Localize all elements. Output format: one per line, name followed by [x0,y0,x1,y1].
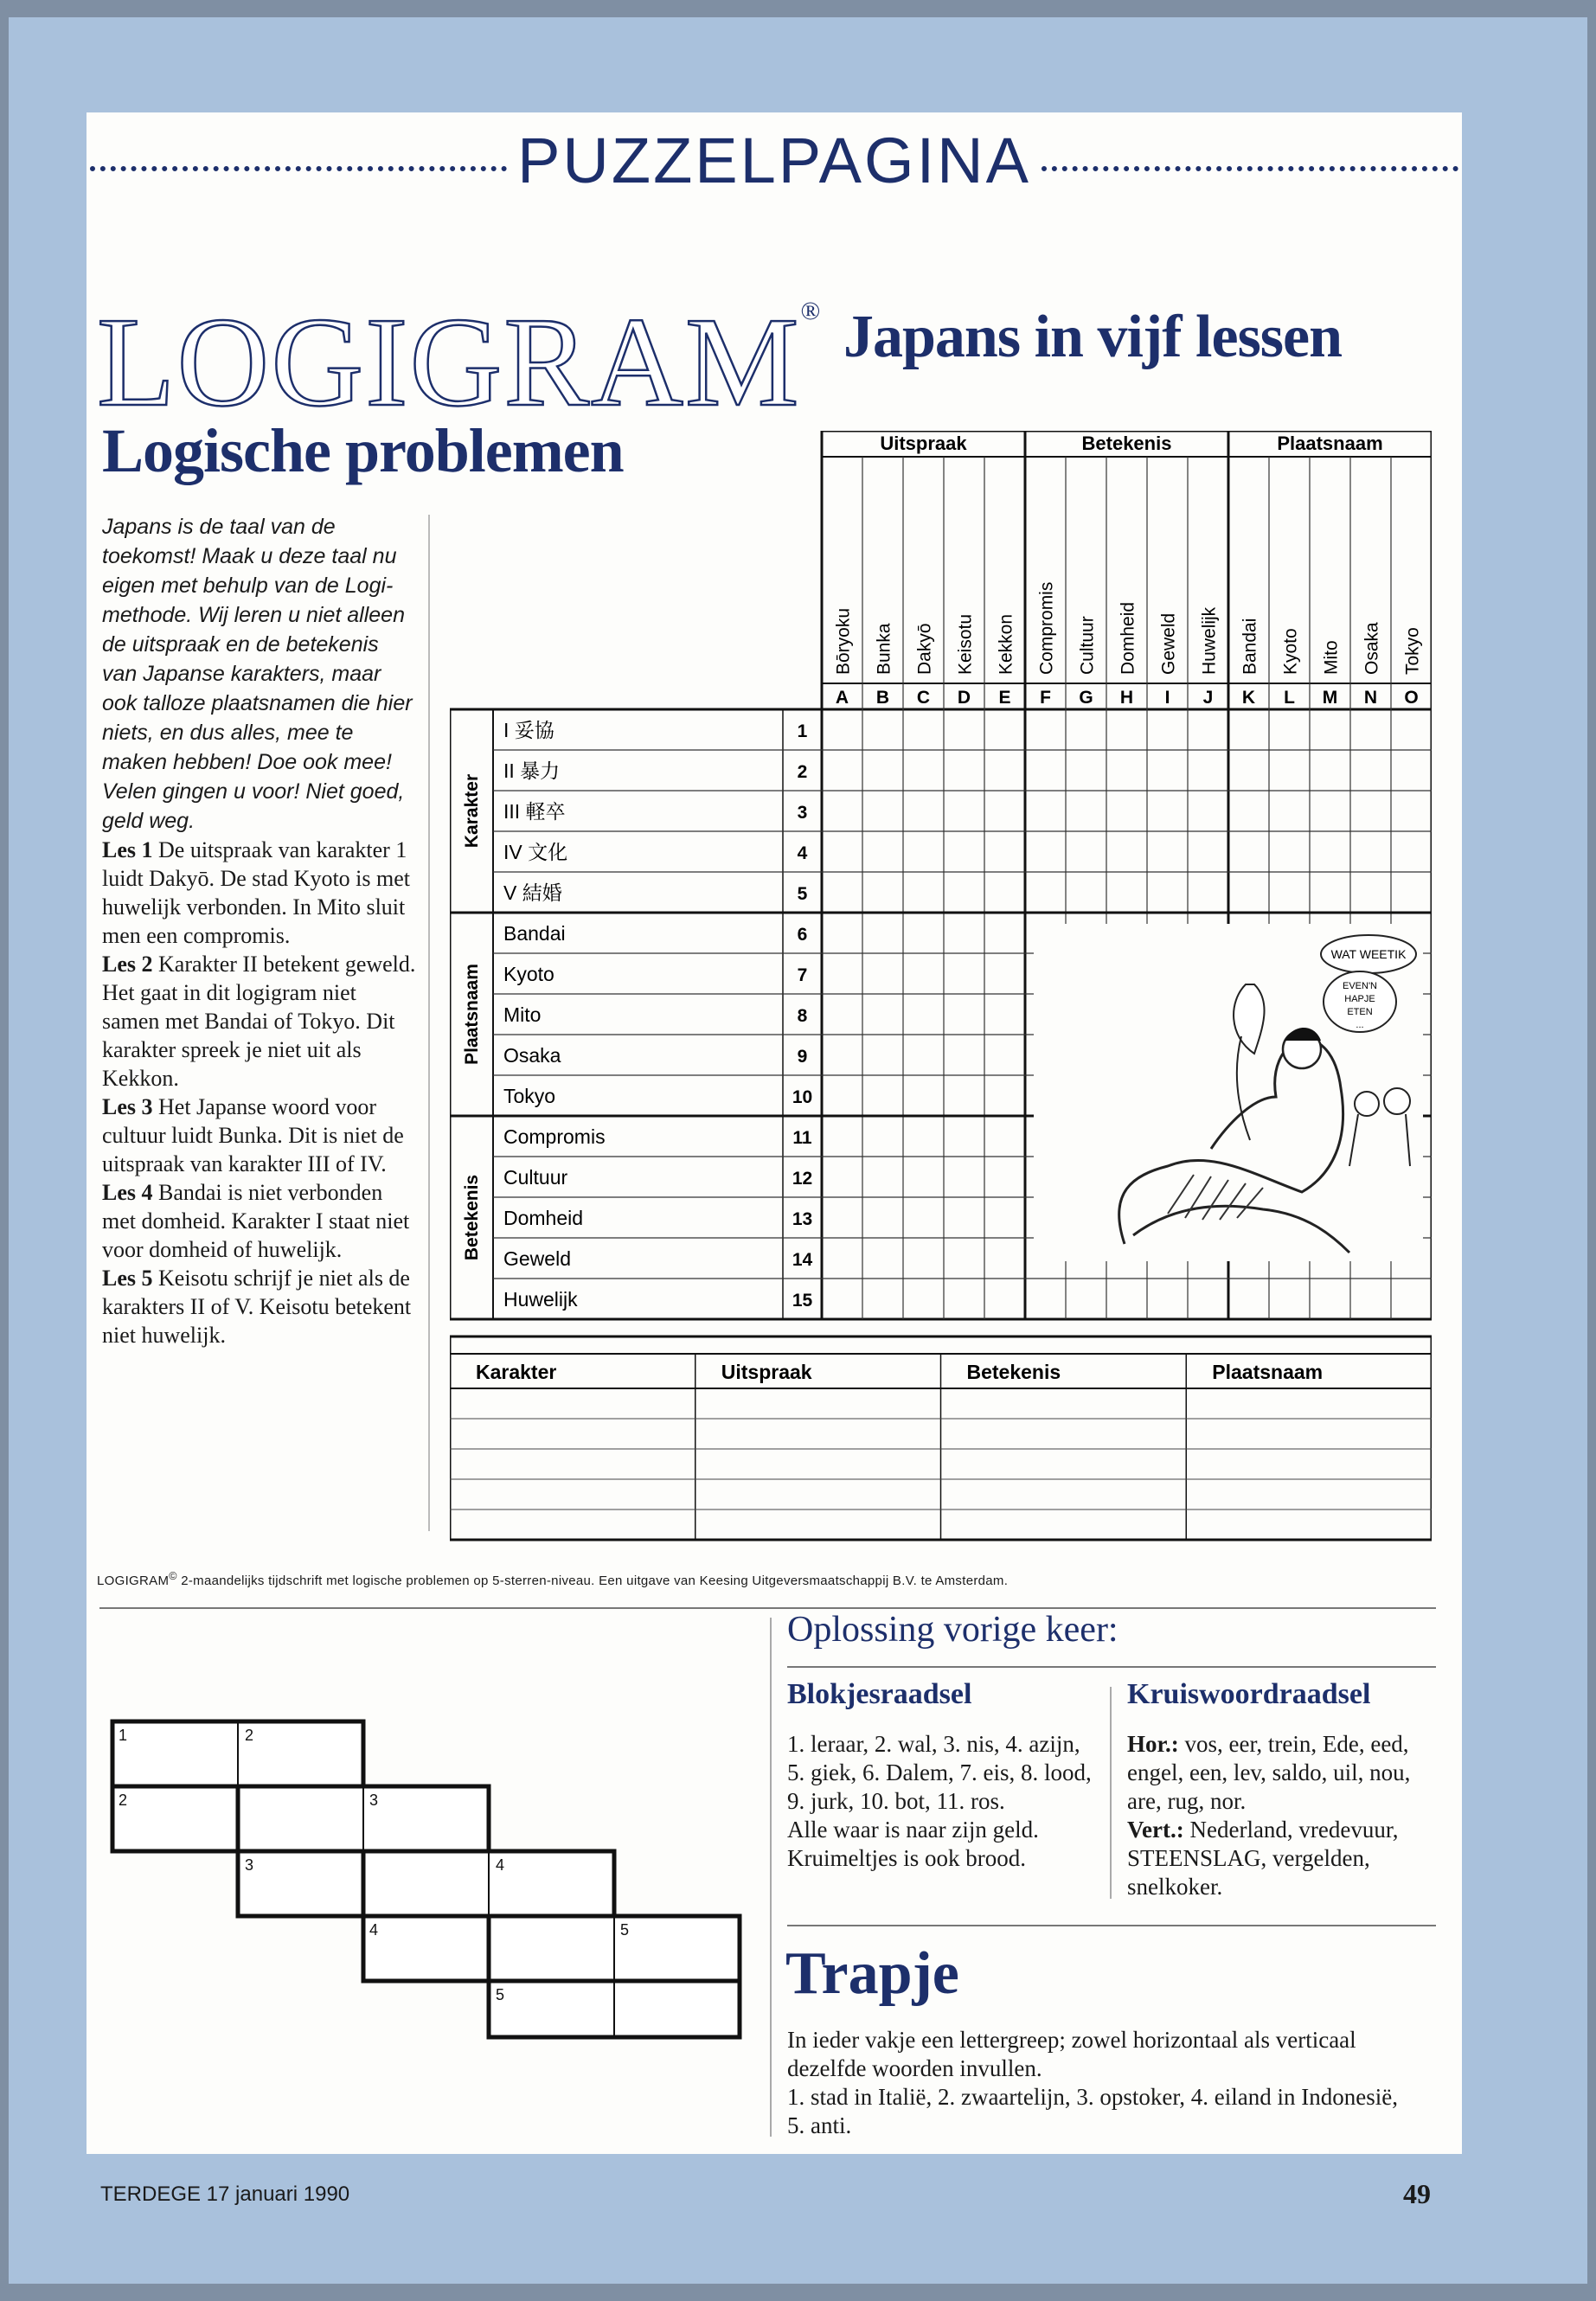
row-number: 1 [797,721,808,741]
hor-label: Hor.: [1127,1731,1179,1757]
grid-cell[interactable] [904,792,943,830]
vert-label: Vert.: [1127,1817,1184,1843]
grid-cell[interactable] [1189,751,1227,790]
grid-cell[interactable] [945,1035,984,1074]
leader-dots-right [1042,149,1458,171]
grid-cell[interactable] [863,832,902,871]
answer-cell[interactable] [452,1481,694,1508]
row-label: Mito [503,1003,542,1026]
grid-cell[interactable] [985,792,1024,830]
grid-cell[interactable] [1229,751,1268,790]
row-number: 2 [797,762,808,782]
grid-cell[interactable] [1067,792,1106,830]
divider [787,1925,1436,1926]
grid-cell[interactable] [1148,873,1187,912]
column-label: Huwelijk [1199,606,1220,675]
horizontal-answers [1127,1730,1430,1816]
row-number: 12 [792,1169,813,1189]
grid-cell[interactable] [1392,751,1431,790]
saying: Kruimeltjes is ook brood. [787,1845,1026,1871]
lesson-5 [102,1264,418,1349]
row-label: Cultuur [503,1166,568,1189]
grid-cell[interactable] [985,873,1024,912]
row-label: IV 文化 [503,841,568,863]
lesson-label: Les 3 [102,1094,153,1119]
grid-cell[interactable] [1351,832,1390,871]
trapje-instructions [787,2026,1410,2140]
lesson-text: Bandai is niet verbonden met domheid. Karakter I staat niet voor domheid of huwelijk. [102,1180,410,1262]
grid-cell[interactable] [945,710,984,749]
puzzle-title: Japans in vijf lessen [843,304,1343,370]
row-number: 6 [797,925,808,945]
column-label: Tokyo [1402,627,1423,675]
trapje-clues: 1. stad in Italië, 2. zwaartelijn, 3. opstoker, 4. eiland in Indonesië, 5. anti. [787,2084,1398,2138]
answer-table-header: Karakter [476,1361,557,1383]
row-label: Geweld [503,1247,571,1270]
grid-cell[interactable] [823,1035,862,1074]
grid-cell[interactable] [1026,710,1065,749]
grid-cell[interactable] [1107,751,1146,790]
grid-cell[interactable] [945,873,984,912]
grid-cell[interactable] [863,792,902,830]
grid-cell[interactable] [985,913,1024,952]
blokjesraadsel-solution [787,1730,1094,1873]
blokjes-answers: 1. leraar, 2. wal, 3. nis, 4. azijn, 5. giek, 6. Dalem, 7. eis, 8. lood, 9. jurk, 10. bot, 11. ros. [787,1731,1092,1814]
grid-cell[interactable] [1107,832,1146,871]
grid-cell[interactable] [904,954,943,993]
grid-cell[interactable] [863,995,902,1034]
page-number: 49 [1403,2178,1431,2209]
row-label: II 暴力 [503,760,561,782]
grid-cell[interactable] [945,1279,984,1318]
grid-cell[interactable] [823,832,862,871]
column-label: Bunka [874,623,894,675]
grid-cell[interactable] [985,1198,1024,1237]
grid-cell[interactable] [985,1076,1024,1115]
group-header: Plaatsnaam [1277,433,1383,454]
grid-cell[interactable] [1311,710,1349,749]
answer-cell[interactable] [1188,1390,1430,1417]
answer-cell[interactable] [943,1390,1185,1417]
column-letter: H [1119,688,1134,708]
grid-cell[interactable] [904,1157,943,1196]
column-label: Osaka [1362,622,1382,675]
row-group-label: Karakter [462,773,482,849]
column-letter: L [1284,688,1295,708]
lesson-2 [102,950,418,1093]
trapje-grid[interactable] [108,1717,753,2046]
grid-cell[interactable] [823,873,862,912]
column-label: Bandai [1240,618,1260,675]
grid-cell[interactable] [863,1198,902,1237]
trapje-instruction-text: In ieder vakje een lettergreep; zowel horizontaal als verticaal dezelfde woorden invullen. [787,2027,1356,2081]
small-figure-icon [1384,1088,1410,1114]
divider [99,1607,1436,1609]
grid-cell[interactable] [823,954,862,993]
cell-number: 4 [369,1921,379,1939]
kruiswoordraadsel-solution [1127,1730,1430,1901]
vert-text: Nederland, vredevuur, STEENSLAG, vergelden, snelkoker. [1127,1817,1399,1900]
grid-cell[interactable] [1229,792,1268,830]
grid-cell[interactable] [1270,710,1309,749]
divider [787,1666,1436,1668]
column-letter: D [957,688,971,708]
grid-cell[interactable] [1148,832,1187,871]
grid-cell[interactable] [863,913,902,952]
row-label: Huwelijk [503,1288,578,1311]
grid-cell[interactable] [1067,751,1106,790]
grid-cell[interactable] [1189,873,1227,912]
column-label: Cultuur [1077,616,1098,675]
cell-number: 5 [620,1921,630,1939]
grid-cell[interactable] [904,873,943,912]
footer-publication: TERDEGE 17 januari 1990 [100,2182,350,2206]
grid-cell[interactable] [985,832,1024,871]
logigram-logo [97,292,823,433]
answer-cell[interactable] [943,1420,1185,1447]
lesson-text: Karakter II betekent geweld. Het gaat in dit logigram niet samen met Bandai of Tokyo. Dit karakter spreek je niet uit als Kekkon. [102,952,416,1091]
credit-text: 2-maandelijks tijdschrift met logische problemen op 5-sterren-niveau. Een uitgave van Keesing Uitgeversmaatschappij B.V. te Amsterdam. [181,1574,1009,1588]
column-label: Kyoto [1280,628,1301,675]
row-number: 8 [797,1006,808,1026]
grid-cell[interactable] [863,1239,902,1278]
grid-cell[interactable] [1067,710,1106,749]
column-letter: F [1040,688,1051,708]
grid-cell[interactable] [1026,792,1065,830]
grid-cell[interactable] [1311,792,1349,830]
grid-cell[interactable] [1270,792,1309,830]
grid-cell[interactable] [904,832,943,871]
answer-cell[interactable] [697,1420,939,1447]
column-letter: M [1322,688,1338,708]
grid-cell[interactable] [985,1239,1024,1278]
lesson-label: Les 2 [102,952,153,977]
bubble-text: HAPJE [1344,994,1375,1004]
row-label: Domheid [503,1207,584,1229]
grid-cell[interactable] [1107,792,1146,830]
grid-cell[interactable] [945,1117,984,1156]
leader-dots-left [90,149,507,171]
row-label: Tokyo [503,1085,556,1107]
grid-cell[interactable] [823,1117,862,1156]
grid-cell[interactable] [1270,832,1309,871]
column-label: Keisotu [955,613,976,675]
column-letter: O [1404,688,1419,708]
row-label: III 軽卒 [503,800,566,823]
grid-cell[interactable] [1351,792,1390,830]
answer-cell[interactable] [697,1451,939,1477]
cell-number: 2 [119,1791,128,1809]
grid-cell[interactable] [945,1198,984,1237]
lesson-text: De uitspraak van karakter 1 luidt Dakyō. De stad Kyoto is met huwelijk verbonden. In Mito sluit men een compromis. [102,837,411,948]
grid-cell[interactable] [823,792,862,830]
grid-cell[interactable] [823,1198,862,1237]
grid-cell[interactable] [1311,832,1349,871]
row-number: 7 [797,965,808,985]
grid-cell[interactable] [1229,710,1268,749]
group-header: Uitspraak [880,433,967,454]
row-label: V 結婚 [503,881,562,904]
grid-cell[interactable] [985,1117,1024,1156]
grid-cell[interactable] [1148,710,1187,749]
answer-cell[interactable] [1188,1481,1430,1508]
answer-table-header: Uitspraak [721,1361,812,1383]
lesson-text: Het Japanse woord voor cultuur luidt Bunka. Dit is niet de uitspraak van karakter III of IV. [102,1094,404,1176]
grid-cell[interactable] [1270,751,1309,790]
copyright-symbol: © [169,1570,177,1582]
grid-cell[interactable] [1026,832,1065,871]
grid-cell[interactable] [945,751,984,790]
row-number: 3 [797,803,808,823]
column-letter: G [1079,688,1093,708]
grid-cell[interactable] [1392,832,1431,871]
bubble-text: ETEN [1347,1007,1373,1017]
lesson-1 [102,836,418,950]
solution-title: Oplossing vorige keer: [787,1610,1118,1650]
grid-cell[interactable] [863,751,902,790]
grid-cell[interactable] [904,1279,943,1318]
grid-cell[interactable] [1392,792,1431,830]
row-label: I 妥協 [503,719,554,741]
small-figure-icon [1355,1092,1379,1116]
row-label: Compromis [503,1125,606,1148]
grid-cell[interactable] [985,1279,1024,1318]
answer-cell[interactable] [697,1481,939,1508]
column-letter: C [916,688,931,708]
bubble-text: WAT WEETIK [1330,947,1407,961]
grid-cell[interactable] [1148,792,1187,830]
column-letter: I [1164,688,1170,708]
row-group-label: Betekenis [462,1174,482,1261]
column-label: Mito [1321,640,1342,675]
grid-cell[interactable] [823,751,862,790]
grid-cell[interactable] [823,1157,862,1196]
row-number: 5 [797,884,808,904]
cartoon-illustration [1034,924,1423,1261]
answer-table-header: Betekenis [966,1361,1061,1383]
grid-cell[interactable] [1067,873,1106,912]
puzzle-intro [102,512,418,1349]
grid-cell[interactable] [945,1239,984,1278]
intro-text: Japans is de taal van de toekomst! Maak u deze taal nu eigen met behulp van de Logi-methode. Wij leren u niet alleen de uitspraak en de betekenis van Japanse karakters, maar ook talloze plaatsnamen die hier niets, en dus alles, mee te maken hebben! Doe ook mee! Velen gingen u voor! Niet goed, geld weg. [102,515,413,833]
logigram-grid [450,431,1432,1542]
grid-cell[interactable] [863,1157,902,1196]
grid-cell[interactable] [1392,873,1431,912]
grid-cell[interactable] [1026,873,1065,912]
answer-cell[interactable] [697,1511,939,1538]
grid-cell[interactable] [1229,832,1268,871]
grid-cell[interactable] [823,1076,862,1115]
grid-cell[interactable] [823,1279,862,1318]
row-number: 13 [792,1209,813,1229]
credit-line [97,1570,1008,1588]
grid-cell[interactable] [904,751,943,790]
answer-cell[interactable] [1188,1511,1430,1538]
column-letter: B [875,688,890,708]
grid-cell[interactable] [1107,710,1146,749]
grid-cell[interactable] [863,873,902,912]
grid-cell[interactable] [904,913,943,952]
answer-cell[interactable] [452,1451,694,1477]
row-number: 11 [792,1128,812,1148]
grid-cell[interactable] [1392,710,1431,749]
saying: Alle waar is naar zijn geld. [787,1817,1039,1843]
lesson-text: Keisotu schrijf je niet als de karakters II of V. Keisotu betekent niet huwelijk. [102,1266,412,1348]
grid-cell[interactable] [945,1157,984,1196]
answer-table-header: Plaatsnaam [1212,1361,1324,1383]
grid-cell[interactable] [1107,873,1146,912]
column-letter: A [835,688,849,708]
column-divider [1110,1687,1112,1899]
grid-cell[interactable] [863,1117,902,1156]
grid-cell[interactable] [1351,710,1390,749]
grid-cell[interactable] [1026,751,1065,790]
grid-cell[interactable] [945,832,984,871]
logo-wordmark: LOGIGRAM [97,292,801,433]
grid-cell[interactable] [904,710,943,749]
cell-number: 5 [496,1986,505,2003]
grid-cell[interactable] [945,1076,984,1115]
grid-cell[interactable] [945,995,984,1034]
grid-cell[interactable] [1270,873,1309,912]
grid-cell[interactable] [1351,873,1390,912]
grid-cell[interactable] [863,954,902,993]
hor-text: vos, eer, trein, Ede, eed, engel, een, lev, saldo, uil, nou, are, rug, nor. [1127,1731,1411,1814]
cell-number: 1 [119,1727,128,1744]
answer-cell[interactable] [943,1511,1185,1538]
grid-cell[interactable] [904,1239,943,1278]
group-header: Betekenis [1081,433,1172,454]
cell-number: 2 [245,1727,254,1744]
section-title: PUZZELPAGINA [517,124,1031,196]
grid-cell[interactable] [823,995,862,1034]
lesson-label: Les 5 [102,1266,153,1291]
grid-cell[interactable] [945,792,984,830]
lesson-4 [102,1178,418,1264]
grid-cell[interactable] [985,995,1024,1034]
cell-number: 4 [496,1856,505,1874]
column-letter: J [1202,688,1214,708]
row-number: 14 [792,1250,813,1270]
answer-cell[interactable] [452,1420,694,1447]
grid-cell[interactable] [904,995,943,1034]
grid-cell[interactable] [904,1198,943,1237]
column-divider [770,1618,772,2137]
answer-cell[interactable] [697,1390,939,1417]
row-number: 15 [792,1291,813,1311]
grid-cell[interactable] [863,710,902,749]
lesson-label: Les 1 [102,837,153,862]
grid-cell[interactable] [1189,792,1227,830]
column-label: Geweld [1158,612,1179,675]
answer-cell[interactable] [452,1511,694,1538]
grid-cell[interactable] [1311,751,1349,790]
row-number: 10 [792,1087,813,1107]
grid-cell[interactable] [985,954,1024,993]
lesson-label: Les 4 [102,1180,153,1205]
row-label: Kyoto [503,963,554,985]
grid-cell[interactable] [1067,832,1106,871]
trapje-title: Trapje [785,1940,959,2007]
grid-cell[interactable] [1229,873,1268,912]
column-label: Compromis [1036,581,1057,675]
lesson-3 [102,1093,418,1178]
row-label: Osaka [503,1044,561,1067]
column-label: Dakyō [914,623,935,675]
bubble-text: EVEN'N [1343,981,1377,991]
grid-cell[interactable] [863,1076,902,1115]
grid-cell[interactable] [945,954,984,993]
column-label: Domheid [1118,601,1138,675]
column-label: Bōryoku [833,607,854,675]
grid-cell[interactable] [1189,832,1227,871]
answer-cell[interactable] [1188,1420,1430,1447]
blokjesraadsel-heading: Blokjesraadsel [787,1678,972,1710]
grid-cell[interactable] [985,1157,1024,1196]
credit-brand: LOGIGRAM [97,1574,170,1588]
cell-number: 3 [245,1856,254,1874]
grid-cell[interactable] [945,913,984,952]
column-divider [428,515,430,1531]
bubble-text: ... [1356,1020,1364,1030]
grid-cell[interactable] [1189,710,1227,749]
row-label: Bandai [503,922,566,945]
column-letter: N [1363,688,1378,708]
column-label: Kekkon [996,613,1016,675]
grid-cell[interactable] [1351,751,1390,790]
grid-cell[interactable] [823,710,862,749]
column-letter: K [1241,688,1256,708]
grid-cell[interactable] [904,1035,943,1074]
answer-cell[interactable] [943,1451,1185,1477]
registered-mark: ® [800,297,823,325]
column-letter: E [998,688,1011,708]
answer-cell[interactable] [1188,1451,1430,1477]
grid-cell[interactable] [985,710,1024,749]
row-number: 4 [797,843,808,863]
grid-cell[interactable] [985,1035,1024,1074]
vertical-answers [1127,1816,1430,1901]
grid-cell[interactable] [823,1239,862,1278]
grid-cell[interactable] [904,1076,943,1115]
grid-cell[interactable] [1148,751,1187,790]
row-number: 9 [797,1047,808,1067]
answer-cell[interactable] [943,1481,1185,1508]
answer-cell[interactable] [452,1390,694,1417]
kruiswoordraadsel-heading: Kruiswoordraadsel [1127,1678,1371,1710]
cell-number: 3 [369,1791,379,1809]
grid-cell[interactable] [904,1117,943,1156]
grid-cell[interactable] [1311,873,1349,912]
section-header [87,121,1462,199]
grid-cell[interactable] [863,1279,902,1318]
row-group-label: Plaatsnaam [462,964,482,1065]
grid-cell[interactable] [863,1035,902,1074]
grid-cell[interactable] [823,913,862,952]
logo-subtitle: Logische problemen [102,416,624,485]
grid-cell[interactable] [985,751,1024,790]
